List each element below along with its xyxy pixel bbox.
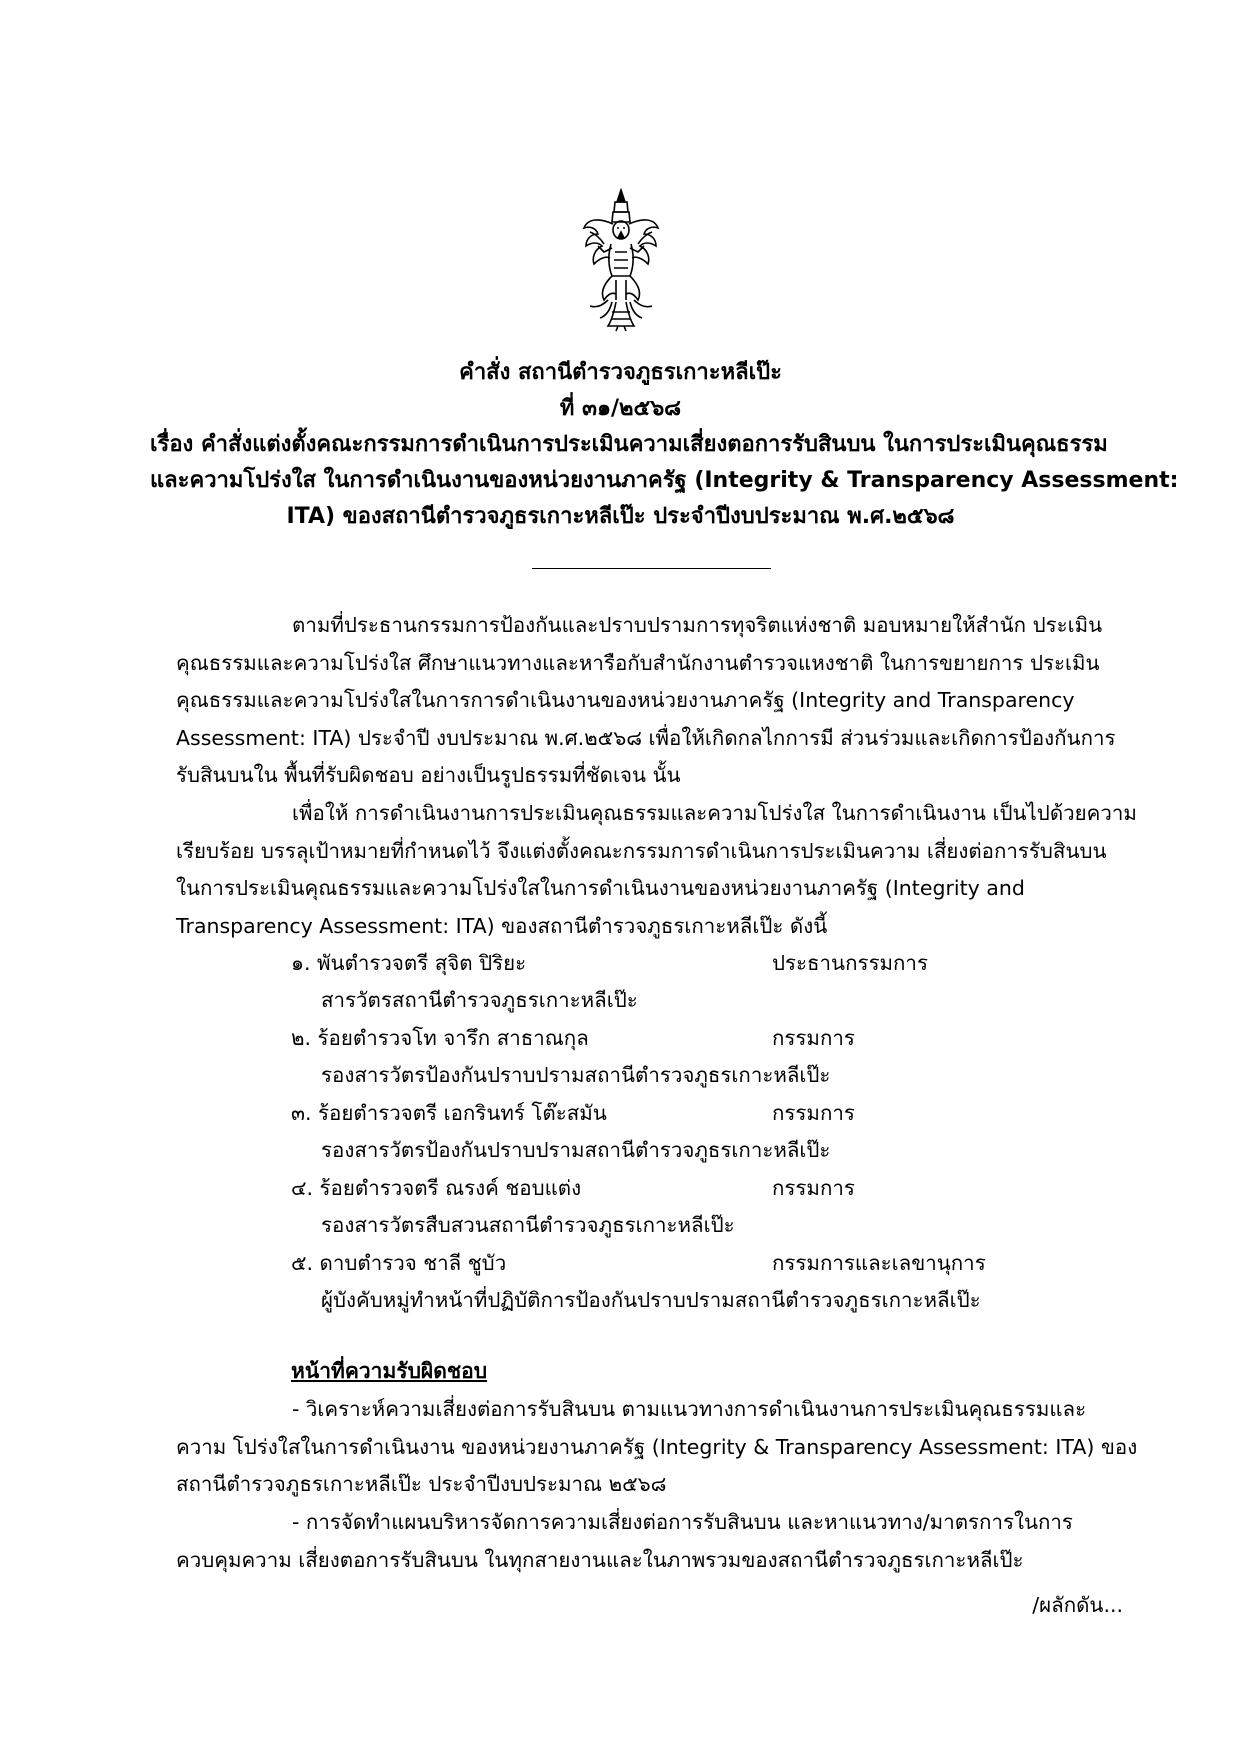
garuda-emblem-icon bbox=[582, 188, 660, 332]
subject-line-1: เรื่อง คำสั่งแต่งตั้งคณะกรรมการดำเนินการประเมินความเสี่ยงตอการรับสินบน ในการประเมินคุณธรรม bbox=[150, 432, 1108, 457]
paragraph-appointment bbox=[176, 795, 1137, 945]
member-position: รองสารวัตรป้องกันปราบปรามสถานีตำรวจภูธรเกาะหลีเป๊ะ bbox=[321, 1138, 831, 1162]
paragraph-line: คุณธรรมและความโปร่งใส ศึกษาแนวทางและหารือกับสำนักงานตำรวจแหงชาติ ในการขยายการ ประเมิน bbox=[176, 650, 1100, 675]
duty-item-2 bbox=[176, 1504, 1117, 1579]
paragraph-line: คุณธรรมและความโปร่งใสในการการดำเนินงานของหน่วยงานภาครัฐ (Integrity and Transparency bbox=[176, 688, 1075, 712]
paragraph-line: ควบคุมความ เสี่ยงตอการรับสินบน ในทุกสายงานและในภาพรวมของสถานีตำรวจภูธรเกาะหลีเป๊ะ bbox=[176, 1547, 1024, 1572]
paragraph-line: เพื่อให้ การดำเนินงานการประเมินคุณธรรมและความโปร่งใส ในการดำเนินงาน เป็นไปด้วยความ bbox=[292, 801, 1137, 825]
duty-item-1 bbox=[176, 1391, 1138, 1504]
member-name: ๓. ร้อยตำรวจตรี เอกรินทร์ โต๊ะสมัน bbox=[291, 1101, 607, 1125]
member-name: ๕. ดาบตำรวจ ชาลี ชูบัว bbox=[291, 1251, 507, 1275]
duties-heading: หน้าที่ความรับผิดชอบ bbox=[291, 1359, 488, 1383]
paragraph-line: สถานีตำรวจภูธรเกาะหลีเป๊ะ ประจำปีงบประมาณ ๒๕๖๘ bbox=[176, 1472, 667, 1496]
paragraph-line: ตามที่ประธานกรรมการป้องกันและปราบปรามการทุจริตแห่งชาติ มอบหมายให้สำนัก ประเมิน bbox=[292, 613, 1103, 637]
member-name: ๑. พันตำรวจตรี สุจิต ปิริยะ bbox=[291, 951, 527, 975]
paragraph-line: ในการประเมินคุณธรรมและความโปร่งใสในการดำเนินงานของหน่วยงานภาครัฐ (Integrity and bbox=[176, 876, 1025, 900]
paragraph-line: - วิเคราะห์ความเสี่ยงต่อการรับสินบน ตามแนวทางการดำเนินงานการประเมินคุณธรรมและ bbox=[292, 1397, 1087, 1421]
subject-line-3: ITA) ของสถานีตำรวจภูธรเกาะหลีเป๊ะ ประจำปีงบประมาณ พ.ศ.๒๕๖๘ bbox=[286, 504, 955, 529]
member-role: กรรมการและเลขานุการ bbox=[772, 1251, 986, 1275]
header-divider bbox=[532, 568, 771, 569]
member-position: รองสารวัตรสืบสวนสถานีตำรวจภูธรเกาะหลีเป๊ะ bbox=[321, 1213, 735, 1237]
paragraph-line: Assessment: ITA) ประจำปี งบประมาณ พ.ศ.๒๕๖๘ เพื่อให้เกิดกลไกการมี ส่วนร่วมและเกิดการป้องกันการ bbox=[176, 725, 1116, 750]
order-number: ที่ ๓๑/๒๕๖๘ bbox=[559, 396, 682, 421]
member-role: กรรมการ bbox=[772, 1026, 855, 1050]
paragraph-line: เรียบร้อย บรรลุเป้าหมายที่กำหนดไว้ จึงแต่งตั้งคณะกรรมการดำเนินการประเมินความ เสี่ยงต่อการรับสินบน bbox=[176, 838, 1107, 863]
member-name: ๒. ร้อยตำรวจโท จารึก สาธาณกุล bbox=[291, 1026, 589, 1050]
member-role: กรรมการ bbox=[772, 1101, 855, 1125]
paragraph-line: รับสินบนใน พื้นที่รับผิดชอบ อย่างเป็นรูปธรรมที่ชัดเจน นั้น bbox=[176, 763, 681, 787]
continuation-marker: /ผลักดัน... bbox=[1032, 1593, 1123, 1617]
subject-line-2: และความโปร่งใส ในการดำเนินงานของหน่วยงานภาครัฐ (Integrity & Transparency Assessment: bbox=[150, 468, 1179, 493]
member-position: รองสารวัตรป้องกันปราบปรามสถานีตำรวจภูธรเกาะหลีเป๊ะ bbox=[321, 1063, 831, 1087]
paragraph-intro bbox=[176, 607, 1117, 795]
member-position: ผู้บังคับหมู่ทำหน้าที่ปฏิบัติการป้องกันปราบปรามสถานีตำรวจภูธรเกาะหลีเป๊ะ bbox=[321, 1288, 981, 1312]
member-name: ๔. ร้อยตำรวจตรี ณรงค์ ชอบแต่ง bbox=[291, 1176, 582, 1200]
paragraph-line: - การจัดทำแผนบริหารจัดการความเสี่ยงต่อการรับสินบน และหาแนวทาง/มาตรการในการ bbox=[292, 1510, 1073, 1534]
member-role: กรรมการ bbox=[772, 1176, 855, 1200]
member-role: ประธานกรรมการ bbox=[772, 951, 928, 975]
paragraph-line: Transparency Assessment: ITA) ของสถานีตำรวจภูธรเกาะหลีเป๊ะ ดังนี้ bbox=[176, 913, 828, 938]
paragraph-line: ความ โปร่งใสในการดำเนินงาน ของหน่วยงานภาครัฐ (Integrity & Transparency Assessment: ITA) ของ bbox=[176, 1434, 1138, 1459]
member-position: สารวัตรสถานีตำรวจภูธรเกาะหลีเป๊ะ bbox=[321, 988, 638, 1012]
order-title: คำสั่ง สถานีตำรวจภูธรเกาะหลีเป๊ะ bbox=[459, 360, 782, 385]
